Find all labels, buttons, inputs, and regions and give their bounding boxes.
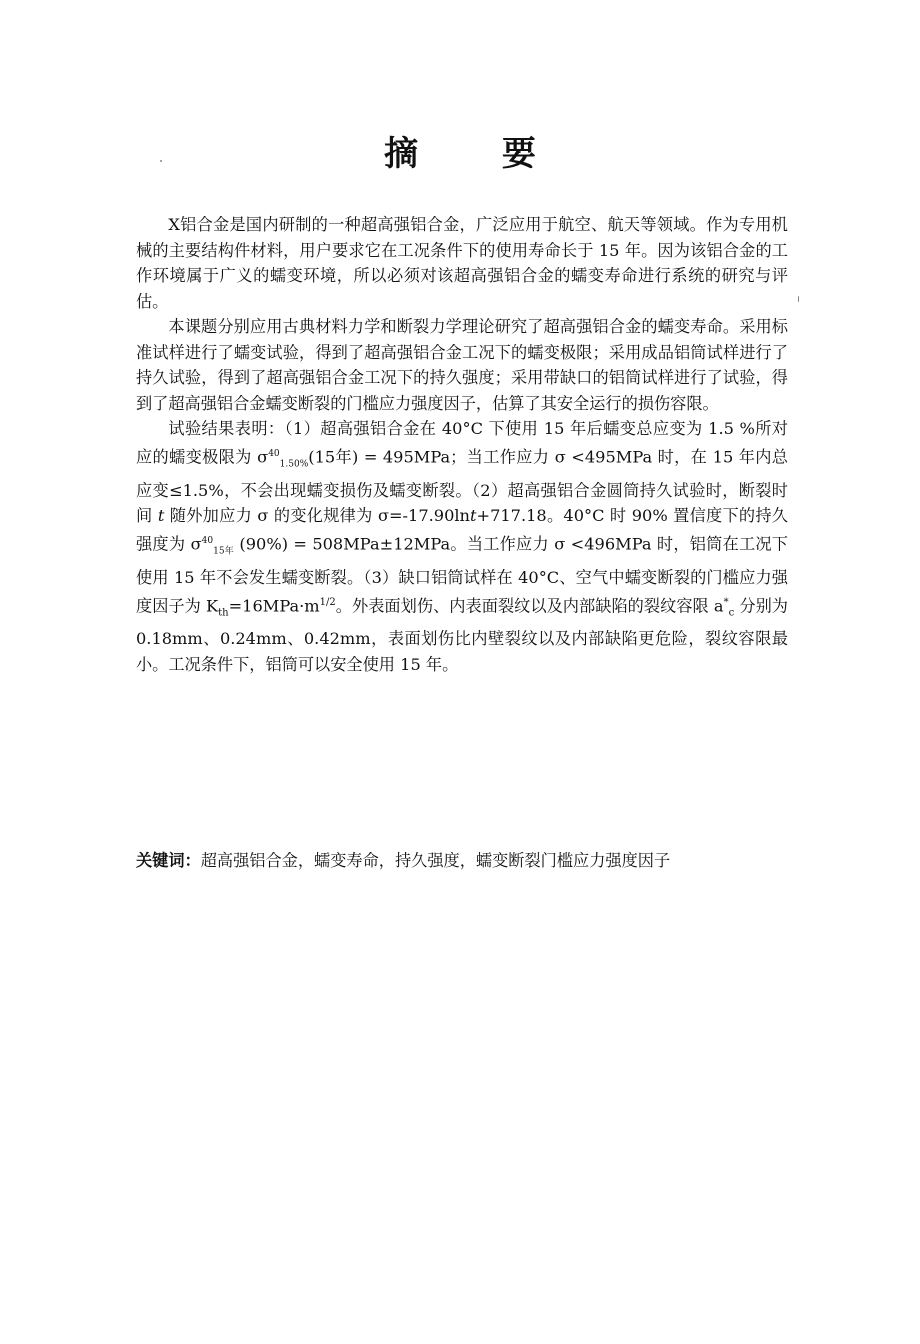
- subscript: 15年: [213, 546, 235, 557]
- abstract-paragraph-3: [136, 416, 788, 677]
- paragraph-text: 随外加应力 σ 的变化规律为 σ=-17.90ln: [164, 506, 470, 526]
- scan-speck: [160, 160, 162, 162]
- superscript: 40: [201, 535, 214, 546]
- scan-speck: [798, 296, 799, 302]
- superscript: *: [723, 597, 729, 609]
- keywords-line: [136, 848, 788, 874]
- abstract-title: 摘 要: [384, 134, 572, 174]
- paragraph-text: 试验结果表明：（1）超高强铝合金在 40°C 下使用 15 年后蠕变总应变为 1.5 %所对应的蠕变极限为 σ: [136, 419, 788, 466]
- abstract-paragraph-2: [136, 314, 788, 416]
- paragraph-text: (15年) = 495MPa；当工作应力 σ <495MPa 时，在 15 年内总应变≤1.5%，不会出现蠕变损伤及蠕变断裂。（2）超高强铝合金圆筒持久试验时，断裂时间: [136, 446, 788, 526]
- paragraph-text: =16MPa·m: [228, 596, 320, 616]
- subscript: th: [218, 607, 229, 619]
- paragraph-text: (90%) = 508MPa±12MPa。当工作应力 σ <496MPa 时，铝筒在工况下使用 15 年不会发生蠕变断裂。（3）缺口铝筒试样在 40°C、空气中蠕变断裂的门槛应力强度因子为 K: [136, 534, 788, 616]
- italic-variable: t: [469, 506, 477, 526]
- paragraph-text: 本课题分别应用古典材料力学和断裂力学理论研究了超高强铝合金的蠕变寿命。采用标准试样进行了蠕变试验，得到了超高强铝合金工况下的蠕变极限；采用成品铝筒试样进行了持久试验，得到了超高强铝合金工况下的持久强度；采用带缺口的铝筒试样进行了试验，得到了超高强铝合金蠕变断裂的门槛应力强度因子，估算了其安全运行的损伤容限。: [136, 317, 788, 413]
- keywords-label: 关键词：: [136, 851, 201, 870]
- paragraph-text: X铝合金是国内研制的一种超高强铝合金，广泛应用于航空、航天等领域。作为专用机械的主要结构件材料，用户要求它在工况条件下的使用寿命长于 15 年。因为该铝合金的工作环境属于广义的蠕变环境，所以必须对该超高强铝合金的蠕变寿命进行系统的研究与评估。: [136, 215, 788, 311]
- abstract-body: [136, 212, 788, 677]
- subscript: 1.50%: [279, 459, 309, 470]
- paragraph-text: 分别为 0.18mm、0.24mm、0.42mm，表面划伤比内壁裂纹以及内部缺陷更危险，裂纹容限最小。工况条件下，铝筒可以安全使用 15 年。: [136, 596, 788, 674]
- italic-variable: t: [157, 506, 165, 526]
- keywords-text: 超高强铝合金，蠕变寿命，持久强度，蠕变断裂门槛应力强度因子: [200, 851, 671, 870]
- superscript: 1/2: [319, 597, 336, 609]
- paragraph-text: 。外表面划伤、内表面裂纹以及内部缺陷的裂纹容限 a: [335, 596, 724, 616]
- abstract-paragraph-1: [136, 212, 788, 314]
- subscript: c: [728, 607, 735, 619]
- paragraph-text: +717.18。40°C 时 90% 置信度下的持久强度为 σ: [136, 506, 788, 554]
- superscript: 40: [268, 448, 280, 459]
